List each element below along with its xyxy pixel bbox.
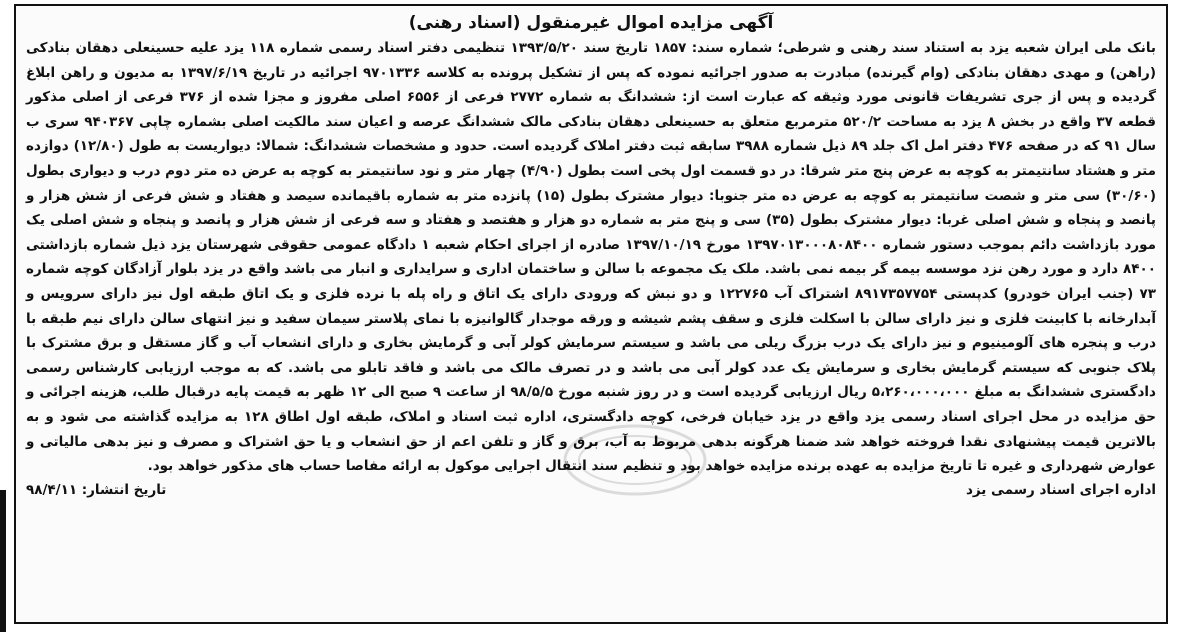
- notice-footer: [26, 479, 1156, 501]
- page-edge-bar: [0, 490, 6, 632]
- notice-body: بانک ملی ایران شعبه یزد به استناد سند رهنی و شرطی؛ شماره سند: ۱۸۵۷ تاریخ سند ۱۳۹۳/۵/۲۰ تنظیمی دفتر اسناد رسمی شماره ۱۱۸ یزد علیه حسینعلی دهقان بنادکی (راهن) و مهدی دهقان بنادکی (وام گیرنده) مبادرت به صدور اجرائیه نموده که پس از تشکیل پرونده به کلاسه ۹۷۰۱۳۳۶ اجرائیه در تاریخ ۱۳۹۷/۶/۱۹ به مدیون و راهن ابلاغ گردیده و پس از جری تشریفات قانونی مورد وثیقه که عبارت است از: ششدانگ به شماره ۲۷۷۲ فرعی از ۶۵۵۶ اصلی مفروز و مجزا شده از ۳۷۶ فرعی از اصلی مذکور قطعه ۳۷ واقع در بخش ۸ یزد به مساحت ۵۲۰/۲ مترمربع متعلق به حسینعلی دهقان بنادکی مالک ششدانگ عرصه و اعیان سند مالکیت اصلی بشماره چاپی ۹۴۰۳۶۷ سری ب سال ۹۱ که در صفحه ۴۷۶ دفتر امل اک جلد ۸۹ ذیل شماره ۳۹۸۸ سابقه ثبت دفتر املاک گردیده است. حدود و مشخصات ششدانگ: شمالا: دیواریست به طول (۱۲/۸۰) دوازده متر و هشتاد سانتیمتر به کوچه به عرض پنج متر شرقا: در دو قسمت اول پخی است بطول (۴/۹۰) چهار متر و نود سانتیمتر به کوچه به عرض ده متر دوم درب و دیواری بطول (۳۰/۶۰) سی متر و شصت سانتیمتر به کوچه به عرض ده متر جنوبا: دیوار مشترک بطول (۱۵) پانزده متر به شماره باقیمانده سیصد و هفتاد و شش فرعی از شش هزار و پانصد و پنجاه و شش اصلی غربا: دیوار مشترک بطول (۳۵) سی و پنج متر به شماره دو هزار و هفتصد و هفتاد و سه فرعی از شش هزار و پانصد و پنجاه و شش اصلی یک مورد بازداشت دائم بموجب دستور شماره ۱۳۹۷۰۱۳۰۰۰۸۰۸۴۰۰ مورخ ۱۳۹۷/۱۰/۱۹ صادره از اجرای احکام شعبه ۱ دادگاه عمومی حقوقی شهرستان یزد ذیل شماره بازداشتی ۸۴۰۰ دارد و مورد رهن نزد موسسه بیمه گر بیمه نمی باشد. ملک یک مجموعه با سالن و ساختمان اداری و سرایداری و انبار می باشد واقع در یزد بلوار آزادگان کوچه شماره ۷۳ (جنب ایران خودرو) کدپستی ۸۹۱۷۳۵۷۷۵۴ اشتراک آب ۱۲۲۷۶۵ و دو نبش که ورودی دارای یک اتاق و راه پله با نرده فلزی و یک اتاق طبقه اول نیز دارای سرویس و آبدارخانه با کابینت فلزی و نیز دارای سالن با اسکلت فلزی و سقف پشم شیشه و ورقه موجدار گالوانیزه با نمای پلاستر سیمان سفید و نیز انتهای سالن دارای نیم طبقه با درب و پنجره های آلومینیوم و نیز دارای یک درب بزرگ ریلی می باشد و سیستم سرمایش کولر آبی و گرمایش بخاری و دارای انشعاب آب و گاز مستقل و برق مشترک با پلاک جنوبی که سیستم گرمایش بخاری و سرمایش یک عدد کولر آبی می باشد و در تصرف مالک می باشد و فاقد تابلو می باشد. که به موجب ارزیابی کارشناس رسمی دادگستری ششدانگ به مبلغ ۵،۲۶۰،۰۰۰،۰۰۰ ریال ارزیابی گردیده است و در روز شنبه مورخ ۹۸/۵/۵ از ساعت ۹ صبح الی ۱۲ ظهر به قیمت پایه درقبال طلب، هزینه اجرائی و حق مزایده در محل اجرای اسناد رسمی یزد واقع در یزد خیابان فرخی، کوچه دادگستری، اداره ثبت اسناد و املاک، طبقه اول اطاق ۱۲۸ به مزایده گذاشته می شود و به بالاترین قیمت پیشنهادی نقدا فروخته خواهد شد ضمنا هرگونه بدهی مربوط به آب، برق و گاز و تلفن اعم از حق انشعاب و یا حق اشتراک و مصرف و نیز بدهی مالیاتی و عوارض شهرداری و غیره تا تاریخ مزایده به عهده برنده مزایده خواهد بود و تنظیم سند انتقال اجرایی موکول به ارائه مفاصا حساب های مذکور خواهد بود.: [26, 40, 1157, 475]
- auction-notice: [14, 4, 1168, 624]
- notice-title: آگهی مزایده اموال غیرمنقول (اسناد رهنی): [408, 13, 774, 33]
- publish-date-block: [26, 479, 486, 501]
- publish-date-label: تاریخ انتشار:: [81, 481, 167, 498]
- issuing-office: اداره اجرای اسناد رسمی یزد: [965, 481, 1156, 498]
- publish-date: ۹۸/۴/۱۱: [26, 481, 78, 498]
